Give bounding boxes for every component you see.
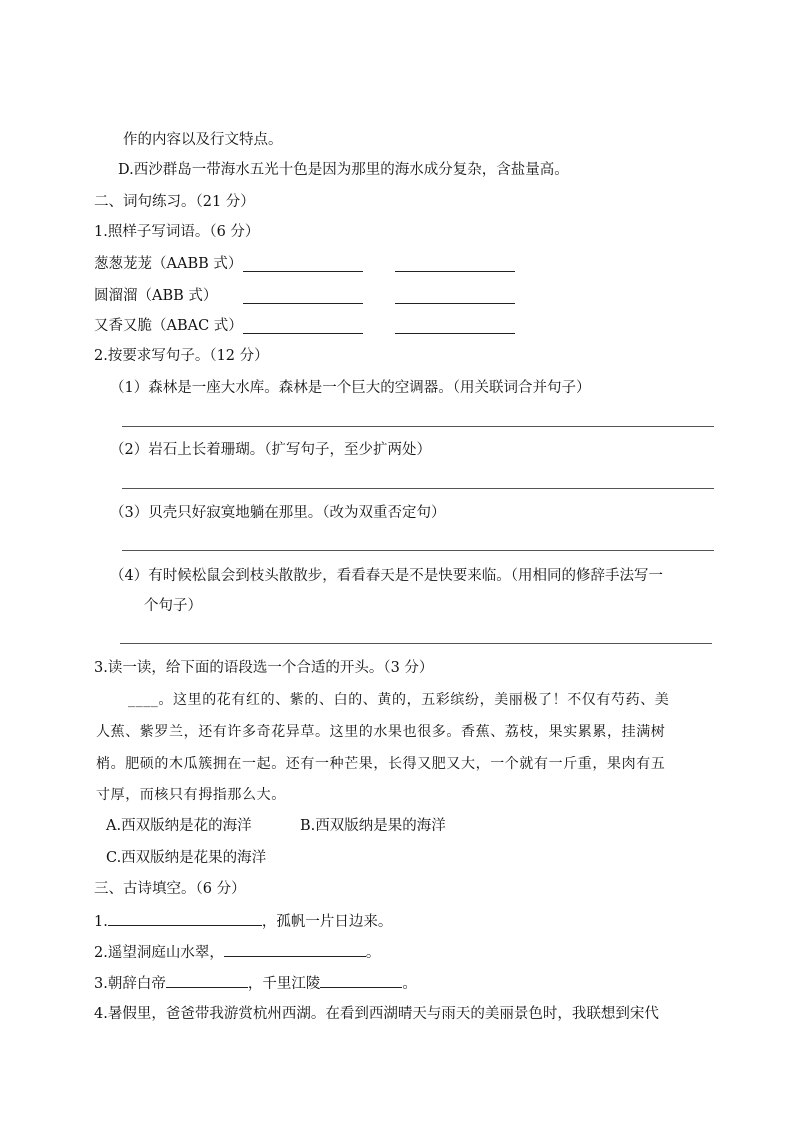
q1-answer-blank[interactable] bbox=[243, 257, 363, 272]
prev-option-c-continuation: 作的内容以及行文特点。 bbox=[123, 132, 283, 148]
q3-answer-blank[interactable]: ____ bbox=[128, 692, 159, 708]
q2-item-1: （1）森林是一座大水库。森林是一个巨大的空调器。（用关联词合并句子） bbox=[110, 380, 591, 396]
q3-option-c[interactable]: C.西双版纳是花果的海洋 bbox=[106, 850, 267, 866]
poem-blank[interactable] bbox=[166, 973, 248, 988]
q2-title: 2.按要求写句子。（12 分） bbox=[94, 348, 269, 364]
q2-item-4: （4）有时候松鼠会到枝头散散步，看看春天是不是快要来临。（用相同的修辞手法写一 bbox=[110, 568, 663, 584]
prev-option-d: D.西沙群岛一带海水五光十色是因为那里的海水成分复杂，含盐量高。 bbox=[118, 162, 569, 178]
q3-option-a[interactable]: A.西双版纳是花的海洋 bbox=[106, 818, 252, 834]
q1-example-1: 葱葱茏茏（AABB 式） bbox=[94, 256, 243, 272]
q3-passage-line-1: ____。这里的花有红的、紫的、白的、黄的，五彩缤纷，美丽极了！不仅有芍药、美 bbox=[128, 692, 670, 708]
poem-line-2: 2.遥望洞庭山水翠， 。 bbox=[94, 942, 380, 963]
q3-title: 3.读一读，给下面的语段选一个合适的开头。（3 分） bbox=[94, 660, 434, 676]
q1-example-3: 又香又脆（ABAC 式） bbox=[94, 318, 243, 334]
poem-blank[interactable] bbox=[224, 942, 366, 957]
poem-line-3: 3.朝辞白帝 ，千里江陵 。 bbox=[94, 973, 417, 994]
q2-item-2: （2）岩石上长着珊瑚。（扩写句子，至少扩两处） bbox=[110, 442, 431, 458]
q2-answer-line[interactable] bbox=[122, 488, 714, 489]
poem-line-1: 1. ，孤帆一片日边来。 bbox=[94, 911, 392, 932]
q3-passage-line-2: 人蕉、紫罗兰，还有许多奇花异草。这里的水果也很多。香蕉、荔枝，果实累累，挂满树 bbox=[96, 724, 666, 740]
q2-item-4-continuation: 个句子） bbox=[144, 598, 202, 614]
q2-answer-line[interactable] bbox=[120, 643, 712, 644]
section2-title: 二、词句练习。（21 分） bbox=[94, 194, 255, 210]
section3-title: 三、古诗填空。（6 分） bbox=[94, 881, 246, 897]
q1-answer-blank[interactable] bbox=[395, 289, 515, 304]
poem-line-4: 4.暑假里，爸爸带我游赏杭州西湖。在看到西湖晴天与雨天的美丽景色时，我联想到宋代 bbox=[94, 1006, 659, 1022]
q3-passage-line-3: 梢。肥硕的木瓜簇拥在一起。还有一种芒果，长得又肥又大，一个就有一斤重，果肉有五 bbox=[96, 756, 666, 772]
q1-title: 1.照样子写词语。（6 分） bbox=[94, 224, 260, 240]
q2-answer-line[interactable] bbox=[122, 426, 714, 427]
poem-blank[interactable] bbox=[320, 973, 402, 988]
q2-item-3: （3）贝壳只好寂寞地躺在那里。（改为双重否定句） bbox=[110, 505, 446, 521]
q1-answer-blank[interactable] bbox=[395, 319, 515, 334]
q2-answer-line[interactable] bbox=[122, 550, 714, 551]
q1-example-2: 圆溜溜（ABB 式） bbox=[94, 288, 218, 304]
q1-answer-blank[interactable] bbox=[243, 319, 363, 334]
q3-passage-line-4: 寸厚，而核只有拇指那么大。 bbox=[96, 787, 286, 803]
poem-blank[interactable] bbox=[108, 911, 262, 926]
q1-answer-blank[interactable] bbox=[395, 257, 515, 272]
q3-option-b[interactable]: B.西双版纳是果的海洋 bbox=[300, 818, 446, 834]
q1-answer-blank[interactable] bbox=[243, 289, 363, 304]
